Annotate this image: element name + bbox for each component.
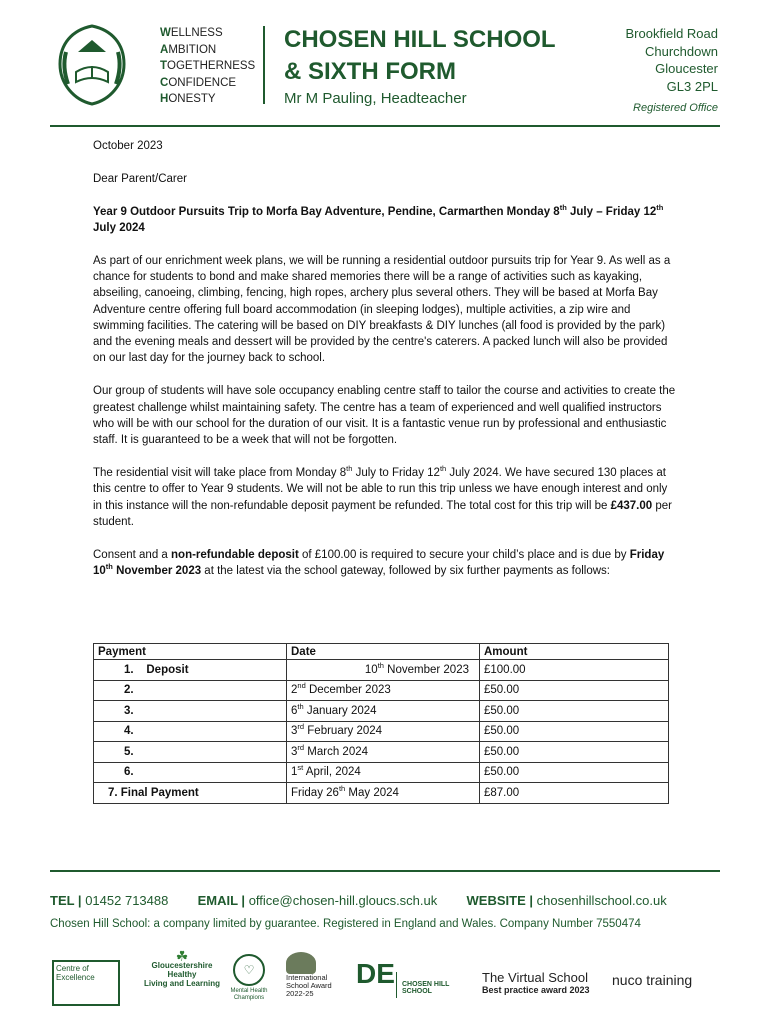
virtual-school-logo: The Virtual School Best practice award 2023 (482, 970, 590, 995)
table-row: 5. 3rd March 2024 £50.00 (94, 742, 669, 763)
paragraph-4: Consent and a non-refundable deposit of £100.00 is required to secure your child’s place and is due by Friday 10th November 2023 at the latest via the school gateway, followed by six further payments as follows: (93, 548, 665, 577)
value-honesty: HONESTY (160, 93, 216, 105)
letter-date: October 2023 (93, 140, 163, 152)
paragraph-3: The residential visit will take place from Monday 8th July to Friday 12th July 2024. We have secured 130 places at this centre to offer to Year 9 students. We will not be able to run this trip unless we have enough interest and only in this instance will the non-refundable deposit payment be refunded. The total cost for this trip will be £437.00 per student. (93, 463, 672, 528)
table-row: 6. 1st April, 2024 £50.00 (94, 762, 669, 783)
table-row: 1. Deposit 10th November 2023 £100.00 (94, 660, 669, 681)
school-name: CHOSEN HILL SCHOOL & SIXTH FORM (284, 26, 556, 85)
table-row: 3. 6th January 2024 £50.00 (94, 701, 669, 722)
footer-rule (50, 870, 720, 872)
letter-subject: Year 9 Outdoor Pursuits Trip to Morfa Bay Adventure, Pendine, Carmarthen Monday 8th July – Friday 12th July 2024 (93, 202, 664, 234)
letter-body (93, 138, 678, 596)
mental-health-champions-logo: ♡ Mental Health Champions (228, 952, 270, 1008)
letter-salutation: Dear Parent/Carer (93, 172, 187, 185)
centre-of-excellence-logo: Centre of Excellence (52, 952, 124, 1008)
header-rule (50, 125, 720, 127)
dofe-logo: DE CHOSEN HILL SCHOOL (356, 952, 476, 1008)
registered-office-label: Registered Office (633, 102, 718, 114)
total-cost: £437.00 (610, 499, 653, 512)
value-ambition: AMBITION (160, 43, 217, 56)
email-link[interactable]: office@chosen-hill.gloucs.sch.uk (248, 893, 438, 908)
website-link[interactable]: chosenhillschool.co.uk (536, 893, 667, 908)
headteacher-name: Mr M Pauling, Headteacher (284, 90, 467, 107)
table-row: 2. 2nd December 2023 £50.00 (94, 680, 669, 701)
paragraph-2: Our group of students will have sole occupancy enabling centre staff to tailor the course and activities to create the greatest challenge whilst maintaining safety. The centre has a team of experienced and well qualified instructors who will be with our school for the duration of our visit. It is a fantastic venue run by professional and enthusiastic staff. It is guaranteed to be a week that will not be forgotten. (93, 385, 676, 447)
value-confidence: CONFIDENCE (160, 76, 237, 89)
header-amount: Amount (480, 644, 669, 660)
value-togetherness: TOGETHERNESS (160, 60, 256, 72)
school-values-list (160, 25, 255, 108)
phone-number[interactable]: 01452 713488 (85, 893, 169, 908)
table-header-row (94, 644, 669, 660)
table-row: 4. 3rd February 2024 £50.00 (94, 721, 669, 742)
paragraph-1: As part of our enrichment week plans, we will be running a residential outdoor pursuits trip for Year 9. As well as a chance for students to bond and make shared memories there will be a range of activities such as kayaking, abseiling, canoeing, climbing, fencing, high ropes, archery plus several others. They will be based at Morfa Bay Adventure centre offering full board accommodation (in sleeping lodges), multiple activities, a zip wire and swimming facilities. The catering will be based on DIY breakfasts & DIY lunches (all food is provided by the park) and the evening meals and dessert will be provided by the centre's caterers. A packed lunch will also be provided on our last day for the journey back to school. (93, 254, 671, 365)
table-row: 7. Final Payment Friday 26th May 2024 £87.00 (94, 783, 669, 804)
header-date: Date (287, 644, 480, 660)
healthy-living-logo: ☘ Gloucestershire Healthy Living and Learning (143, 948, 220, 988)
accreditation-logos (50, 948, 720, 1012)
school-address: Brookfield Road Churchdown Gloucester GL3 2PL (625, 26, 718, 94)
company-info: Chosen Hill School: a company limited by guarantee. Registered in England and Wales. Company Number 7550474 (50, 918, 641, 930)
header-divider (263, 26, 265, 104)
header-payment: Payment (94, 644, 287, 660)
international-school-award-logo: International School Award 2022-25 (286, 952, 346, 1008)
value-wellness: WELLNESS (160, 27, 223, 39)
nuco-training-logo: nuco training (612, 972, 693, 988)
footer-contacts: TEL | 01452 713488 EMAIL | office@chosen-hill.gloucs.sch.uk WEBSITE | chosenhillschool.co.uk (50, 893, 667, 908)
payment-schedule-table (93, 643, 669, 804)
school-crest-logo (52, 22, 132, 108)
